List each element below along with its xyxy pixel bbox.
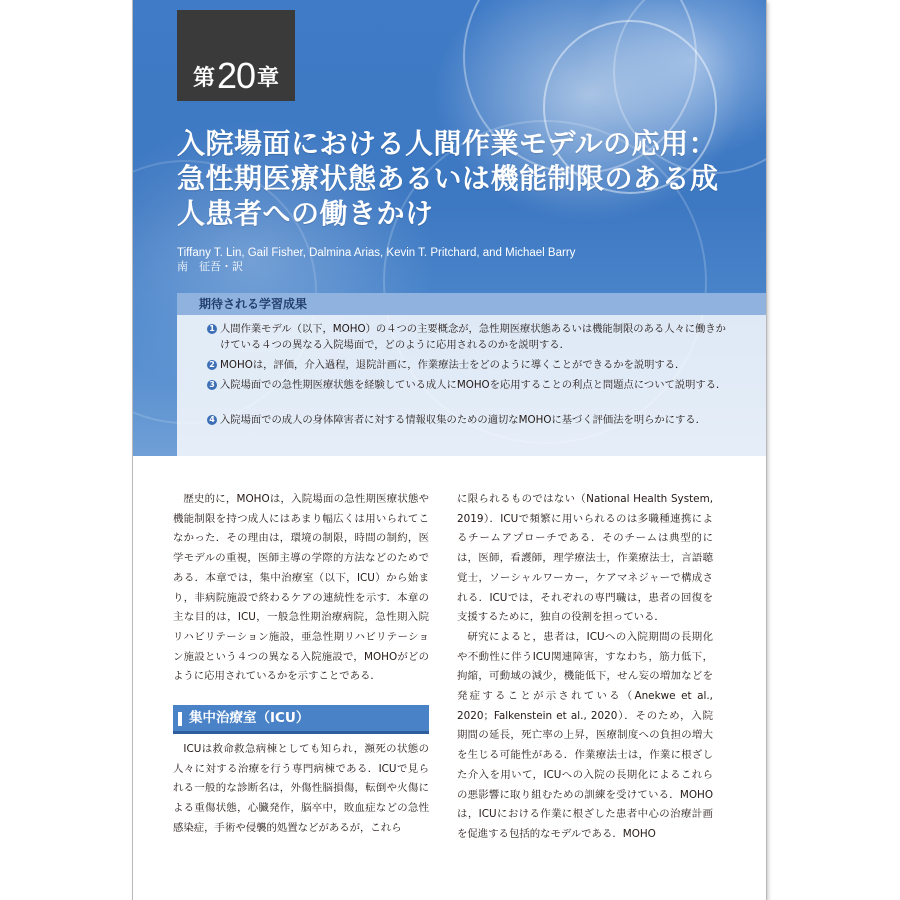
outcome-text: 入院場面での成人の身体障害者に対する情報収集のための適切なMOHOに基づく評価法を明らかにする． [220, 414, 706, 426]
chapter-badge [177, 10, 295, 101]
outcome-text: 入院場面での急性期医療状態を経験している成人にMOHOを応用することの利点と問題点について説明する． [220, 379, 727, 391]
outcome-item [207, 357, 727, 373]
section-heading-text: 集中治療室（ICU） [189, 710, 310, 726]
author-list: Tiffany T. Lin, Gail Fisher, Dalmina Arias, Kevin T. Pritchard, and Michael Barry [177, 247, 576, 259]
chapter-number: 20 [216, 55, 256, 96]
number-2-icon: 2 [207, 360, 217, 370]
chapter-title: 入院場面における人間作業モデルの応用：急性期医療状態あるいは機能制限のある成人患者への働きかけ [177, 127, 719, 230]
number-1-icon: 1 [207, 324, 217, 334]
chapter-header [133, 0, 766, 456]
section-heading-icu [173, 705, 429, 734]
translator-credit: 南 征吾・訳 [177, 260, 243, 273]
body-column-right [457, 490, 713, 845]
body-column-left-section [173, 740, 429, 839]
research-paragraph: 研究によると，患者は，ICUへの入院期間の長期化や不動性に伴うICU関連障害，すなわち，筋力低下，拘縮，可動域の減少，機能低下，せん妄の増加などを発症することが示されている（Anekwe et al., 2020；Falkenstein et al., 2020）．そのため，入院期間の延長，死亡率の上昇，医療制度への負担の増大を生じる可能性がある．作業療法士は，作業に根ざした介入を用いて，ICUへの入院の長期化によるこれらの悪影響に取り組むための訓練を受けている．MOHOは，ICUにおける作業に根ざした患者中心の治療計画を促進する包括的なモデルである．MOHO [457, 630, 713, 840]
number-3-icon: 3 [207, 380, 217, 390]
chapter-suffix: 章 [257, 65, 280, 90]
learning-outcomes-heading: 期待される学習成果 [199, 297, 308, 311]
outcome-item [207, 321, 727, 353]
learning-outcomes-box [177, 293, 766, 456]
outcome-text: MOHOは，評価，介入過程，退院計画に，作業療法士をどのように導くことができるかを説明する． [220, 359, 686, 371]
outcome-item [207, 377, 727, 393]
learning-outcomes-header [177, 293, 766, 315]
book-page [133, 0, 766, 900]
chapter-prefix: 第 [192, 65, 215, 90]
number-4-icon: 4 [207, 415, 217, 425]
outcome-item [207, 412, 727, 428]
body-column-left [173, 490, 429, 687]
outcome-text: 人間作業モデル（以下，MOHO）の４つの主要概念が，急性期医療状態あるいは機能制限のある人々に働きかけている４つの異なる入院場面で，どのように応用されるのかを説明する． [220, 323, 726, 351]
continued-paragraph: に限られるものではない（National Health System, 2019）．ICUで頻繁に用いられるのは多職種連携によるチームアプローチである．そのチームは典型的には，医師，看護師，理学療法士，作業療法士，言語聴覚士，ソーシャルワーカー，ケアマネジャーで構成される．ICUでは，それぞれの専門職は，患者の回復を支援するために，独自の役割を担っている． [457, 493, 713, 624]
heading-bar-icon [178, 712, 182, 726]
intro-paragraph: 歴史的に，MOHOは，入院場面の急性期医療状態や機能制限を持つ成人にはあまり幅広くは用いられてこなかった．その理由は，環境の制限，時間の制約，医学モデルの重視，医師主導の学際的方法などのためである．本章では，集中治療室（以下，ICU）から始まり，非病院施設で終わるケアの連続性を示す．本章の主な目的は，ICU，一般急性期治療病院，急性期入院リハビリテーション施設，亜急性期リハビリテーション施設という４つの異なる入院施設で，MOHOがどのように応用されているかを示すことである． [173, 493, 429, 683]
icu-paragraph: ICUは救命救急病棟としても知られ，瀕死の状態の人々に対する治療を行う専門病棟である．ICUで見られる一般的な診断名は，外傷性脳損傷，転倒や火傷による重傷状態，心臓発作，脳卒中，敗血症などの急性感染症，手術や侵襲的処置などがあるが，これら [173, 743, 429, 834]
